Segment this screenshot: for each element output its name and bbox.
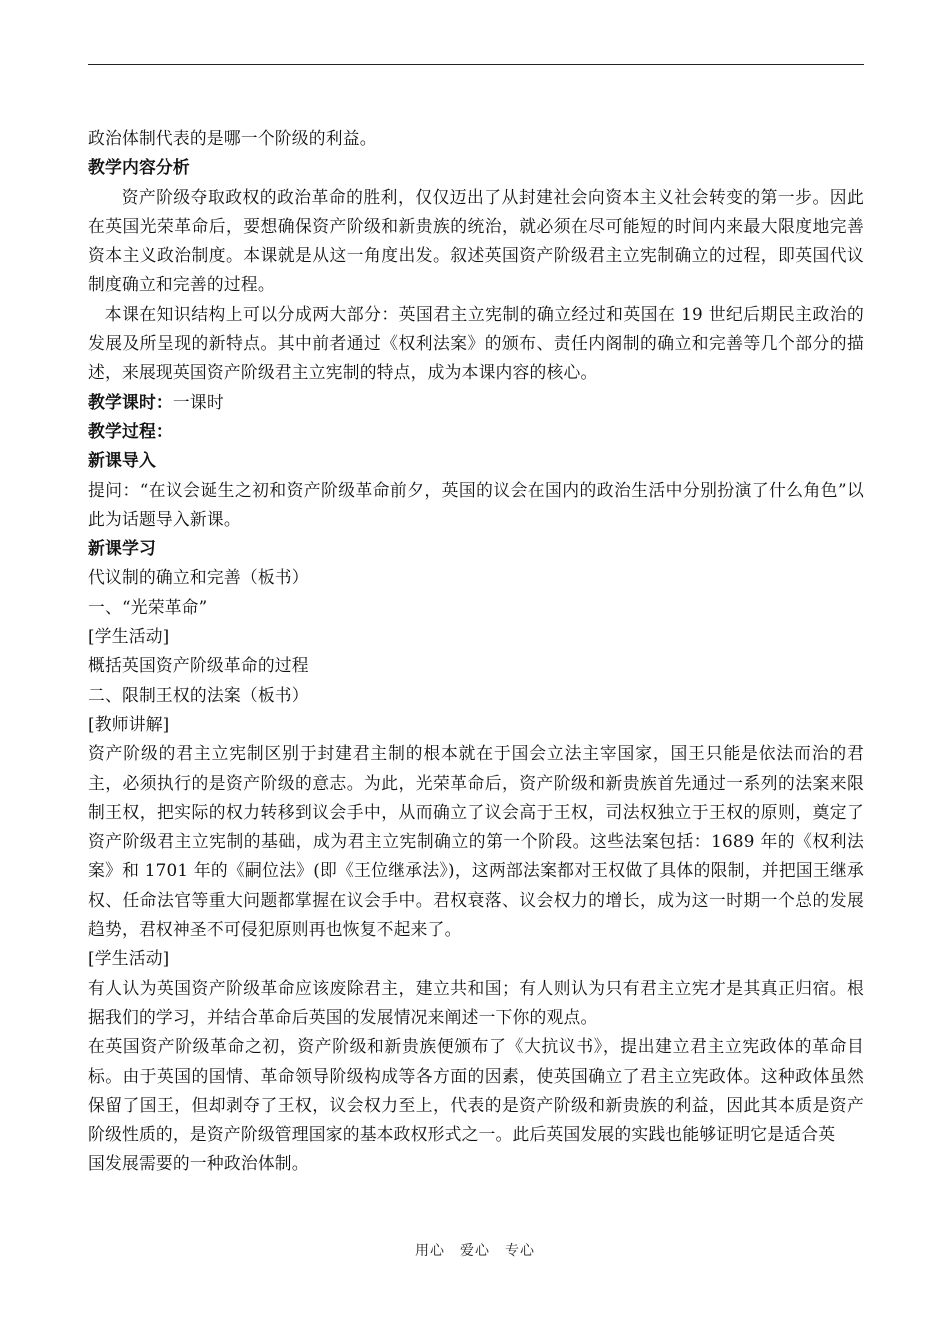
paragraph-answer: 在英国资产阶级革命之初，资产阶级和新贵族便颁布了《大抗议书》，提出建立君主立宪政体的革命目标。由于英国的国情、革命领导阶级构成等各方面的因素，使英国确立了君主立宪政体。这种政体虽然保留了国王，但却剥夺了王权，议会权力至上，代表的是资产阶级和新贵族的利益，因此其本质是资产阶级性质的，是资产阶级管理国家的基本政权形式之一。此后英国发展的实践也能够证明它是适合英 <box>88 1036 864 1145</box>
paragraph-student-activity-2: 有人认为英国资产阶级革命应该废除君主，建立共和国；有人则认为只有君主立宪才是其真正归宿。根据我们的学习，并结合革命后英国的发展情况来阐述一下你的观点。 <box>88 977 864 1027</box>
paragraph-teacher-explanation: 资产阶级的君主立宪制区别于封建君主制的根本就在于国会立法主宰国家，国王只能是依法而治的君主，必须执行的是资产阶级的意志。为此，光荣革命后，资产阶级和新贵族首先通过一系列的法案来限制王权，把实际的权力转移到议会手中，从而确立了议会高于王权，司法权独立于王权的原则，奠定了资产阶级君主立宪制的基础，成为君主立宪制确立的第一个阶段。这些法案包括：1689 年的《权利法案》和 1701 年的《嗣位法》(即《王位继承法》)，这两部法案都对王权做了具体的限制，并把国王继承权、任命法官等重大问题都掌握在议会手中。君权衰落、议会权力的增长，成为这一时期一个总的发展趋势，君权神圣不可侵犯原则再也恢复不起来了。 <box>88 743 864 940</box>
header-rule <box>88 64 864 65</box>
student-activity-text-1: 概括英国资产阶级革命的过程 <box>88 655 309 676</box>
section-2-title: 二、限制王权的法案（板书） <box>88 684 309 705</box>
document-body <box>88 124 864 1179</box>
teaching-hours-line <box>88 388 864 417</box>
teaching-hours-label: 教学课时： <box>88 391 173 412</box>
paragraph-answer-end: 国发展需要的一种政治体制。 <box>88 1153 309 1174</box>
heading-new-lesson-intro: 新课导入 <box>88 450 156 471</box>
heading-new-lesson-study: 新课学习 <box>88 538 156 559</box>
paragraph-analysis-1: 资产阶级夺取政权的政治革命的胜利，仅仅迈出了从封建社会向资本主义社会转变的第一步。因此在英国光荣革命后，要想确保资产阶级和新贵族的统治，就必须在尽可能短的时间内来最大限度地完善资本主义政治制度。本课就是从这一角度出发。叙述英国资产阶级君主立宪制确立的过程，即英国代议制度确立和完善的过程。 <box>88 186 864 295</box>
board-title: 代议制的确立和完善（板书） <box>88 567 309 588</box>
teaching-hours-value: 一课时 <box>172 391 224 412</box>
heading-teaching-process: 教学过程： <box>88 420 173 441</box>
page-footer: 用心 爱心 专心 <box>415 1243 535 1259</box>
student-activity-label-1: [学生活动] <box>88 626 170 647</box>
paragraph-intro-question: 提问：“在议会诞生之初和资产阶级革命前夕，英国的议会在国内的政治生活中分别扮演了什么角色”以此为话题导入新课。 <box>88 479 864 529</box>
continuation-line: 政治体制代表的是哪一个阶级的利益。 <box>88 128 377 148</box>
paragraph-analysis-2: 本课在知识结构上可以分成两大部分：英国君主立宪制的确立经过和英国在 19 世纪后期民主政治的发展及所呈现的新特点。其中前者通过《权利法案》的颁布、责任内阁制的确立和完善等几个部分的描述，来展现英国资产阶级君主立宪制的特点，成为本课内容的核心。 <box>88 303 864 383</box>
heading-content-analysis: 教学内容分析 <box>88 157 190 178</box>
section-1-title: 一、“光荣革命” <box>88 596 208 617</box>
student-activity-label-2: [学生活动] <box>88 948 170 969</box>
teacher-explanation-label: [教师讲解] <box>88 713 170 734</box>
